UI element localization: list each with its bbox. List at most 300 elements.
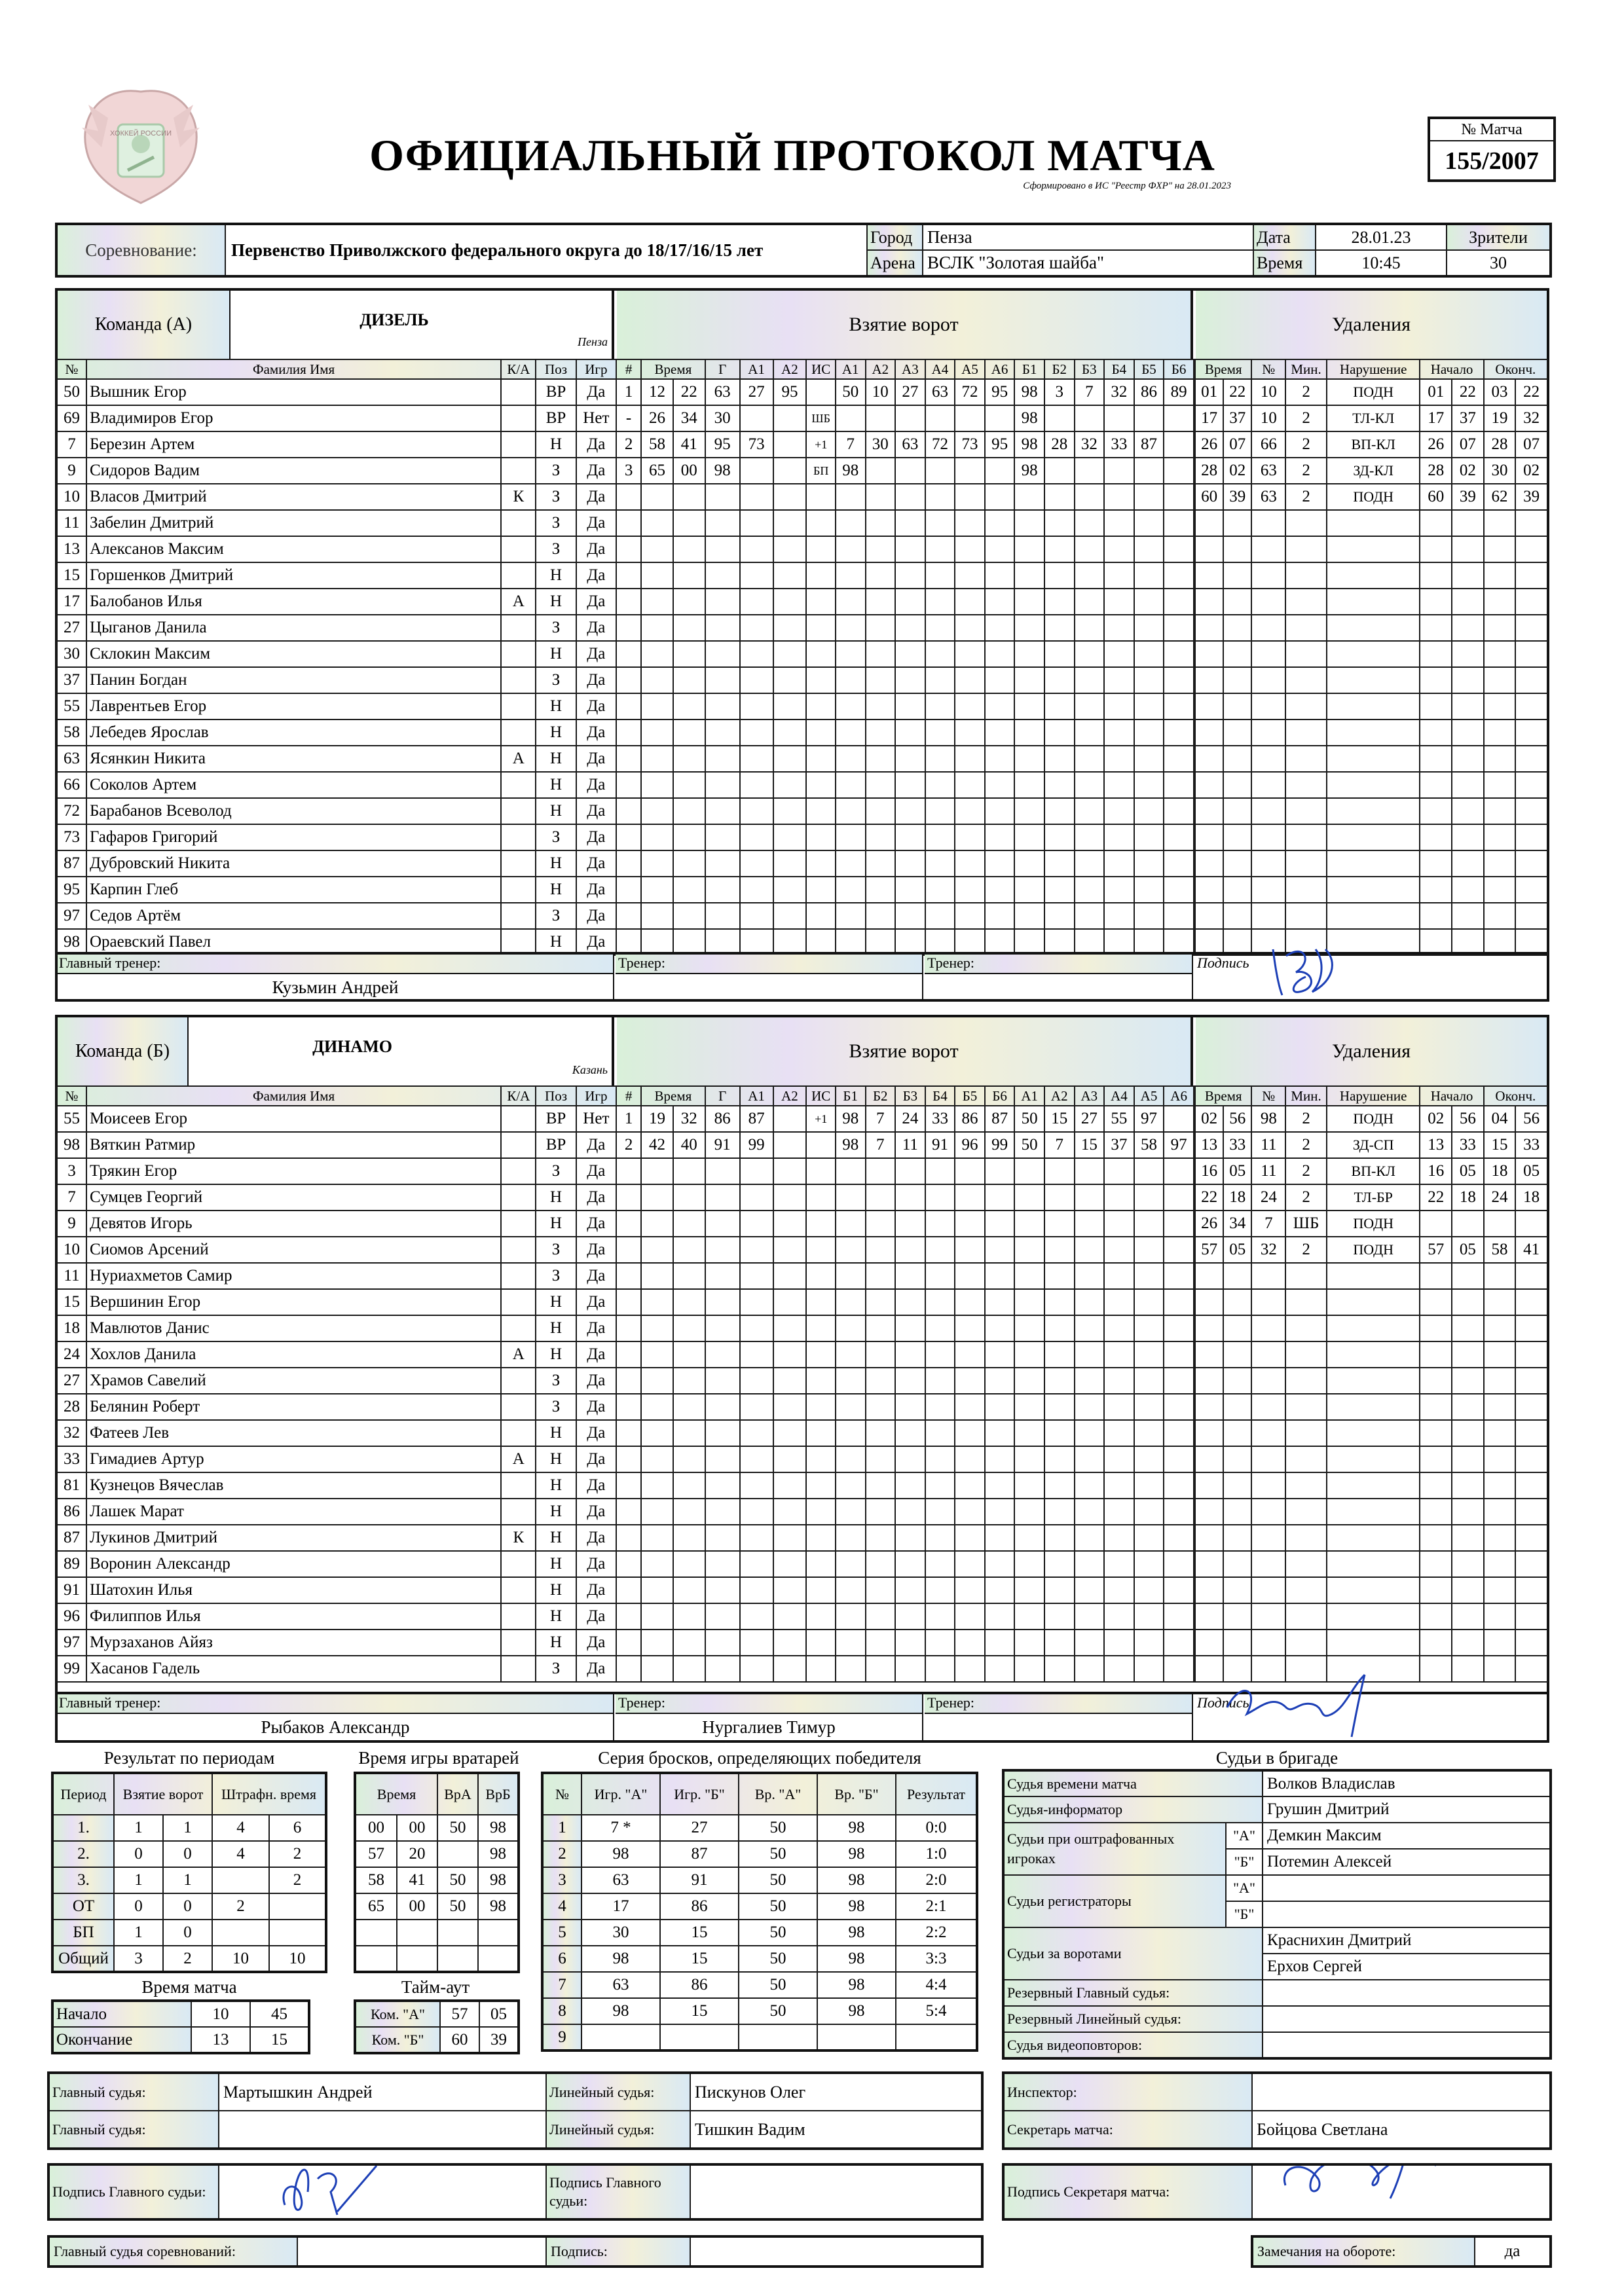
- penalty-row: [1195, 693, 1547, 720]
- goal-cell: [895, 1656, 925, 1682]
- penalty-cell: [1285, 720, 1327, 746]
- goalie-cell: [478, 1946, 519, 1972]
- goal-cell: [1075, 1394, 1105, 1420]
- goal-cell: [616, 929, 641, 955]
- team-b-coach-signature: [1221, 1668, 1391, 1740]
- goal-cell: [673, 1368, 705, 1394]
- penalty-cell: [1484, 1341, 1516, 1368]
- goal-cell: 73: [955, 431, 985, 458]
- penalty-cell: 57: [1420, 1237, 1452, 1263]
- goal-cell: 97: [1164, 1132, 1194, 1158]
- goal-cell: [1044, 720, 1075, 746]
- player-name: Сиомов Арсений: [86, 1237, 501, 1263]
- player-role: [501, 1472, 536, 1499]
- penalty-cell: [1515, 720, 1547, 746]
- penalty-cell: 17: [1420, 405, 1452, 431]
- goal-cell: [1075, 458, 1105, 484]
- goal-cell: [1044, 1368, 1075, 1394]
- penalty-cell: [1420, 1577, 1452, 1603]
- penalty-row: [1195, 589, 1547, 615]
- goal-cell: [1104, 1368, 1134, 1394]
- goal-cell: 27: [1075, 1106, 1105, 1132]
- goal-cell: [705, 824, 740, 850]
- penalty-cell: [1327, 1289, 1420, 1315]
- player-position: З: [536, 1368, 576, 1394]
- goal-cell: [836, 484, 866, 510]
- goal-cell: [740, 458, 773, 484]
- penalty-cell: [1195, 641, 1223, 667]
- period-value: 1: [163, 1815, 212, 1841]
- player-played: Да: [576, 1237, 616, 1263]
- goal-cell: [895, 877, 925, 903]
- shootout-cell: 17: [581, 1893, 660, 1920]
- goal-cell: [705, 1420, 740, 1446]
- goal-cell: [616, 824, 641, 850]
- competition-ref-table: [47, 2235, 984, 2268]
- player-number: 11: [57, 510, 86, 536]
- shootout-cell: [581, 2024, 660, 2050]
- goal-cell: [866, 1577, 896, 1603]
- penalty-cell: [1195, 1630, 1223, 1656]
- generated-note: Сформировано в ИС "Реестр ФХР" на 28.01.2023: [1023, 181, 1231, 191]
- penalty-cell: [1484, 1211, 1516, 1237]
- goal-cell: [866, 1446, 896, 1472]
- penalty-cell: [1285, 589, 1327, 615]
- goal-cell: 1: [616, 379, 641, 405]
- goal-row: [616, 1577, 1194, 1603]
- penalty-cell: [1327, 1420, 1420, 1446]
- player-name: Балобанов Илья: [86, 589, 501, 615]
- goal-cell: [925, 1525, 955, 1551]
- player-name: Сумцев Георгий: [86, 1184, 501, 1211]
- player-number: 32: [57, 1420, 86, 1446]
- goal-cell: [895, 903, 925, 929]
- goal-cell: [641, 562, 673, 589]
- player-played: Да: [576, 1315, 616, 1341]
- goal-cell: 50: [1014, 1106, 1044, 1132]
- goal-cell: [925, 772, 955, 798]
- penalty-cell: [1452, 641, 1484, 667]
- player-played: Да: [576, 1368, 616, 1394]
- penalty-cell: [1285, 1394, 1327, 1420]
- goal-cell: 7: [1044, 1132, 1075, 1158]
- goal-cell: [895, 824, 925, 850]
- penalty-cell: [1515, 1263, 1547, 1289]
- penalty-cell: 57: [1195, 1237, 1223, 1263]
- goal-cell: 33: [1104, 431, 1134, 458]
- goal-cell: [616, 536, 641, 562]
- penalty-cell: 37: [1452, 405, 1484, 431]
- goal-cell: [866, 824, 896, 850]
- goal-cell: [1014, 850, 1044, 877]
- penalty-row: [1195, 824, 1547, 850]
- penalty-cell: 16: [1195, 1158, 1223, 1184]
- goal-cell: [895, 1420, 925, 1446]
- goal-cell: [1014, 589, 1044, 615]
- penalty-cell: [1452, 667, 1484, 693]
- goal-cell: [866, 562, 896, 589]
- shootout-col: Вр. "А": [739, 1773, 817, 1815]
- penalty-cell: [1251, 1263, 1285, 1289]
- goal-cell: [773, 1420, 807, 1446]
- goal-cell: 91: [705, 1132, 740, 1158]
- goal-cell: [1134, 693, 1164, 720]
- goal-cell: [806, 1132, 836, 1158]
- goal-cell: [673, 1394, 705, 1420]
- shootout-cell: 1: [542, 1815, 581, 1841]
- goal-cell: [895, 720, 925, 746]
- col-ka: К/А: [501, 1086, 536, 1106]
- goal-cell: [616, 1551, 641, 1577]
- col-onice-own: А2: [866, 359, 896, 379]
- player-position: Н: [536, 720, 576, 746]
- player-row: [57, 772, 616, 798]
- goal-row: [616, 510, 1194, 536]
- goal-cell: [616, 850, 641, 877]
- team-b-coach2-cell: [925, 1694, 1193, 1743]
- penalty-cell: [1420, 562, 1452, 589]
- goal-cell: [1044, 1394, 1075, 1420]
- goal-cell: [955, 1394, 985, 1420]
- team-a-head-coach-cell: [58, 955, 614, 1002]
- period-value: 4: [212, 1841, 269, 1867]
- penalty-row: [1195, 1132, 1547, 1158]
- goal-cell: [1134, 1263, 1164, 1289]
- goal-cell: [740, 1184, 773, 1211]
- scorers-a-tag: "А": [1226, 1875, 1263, 1901]
- player-role: [501, 824, 536, 850]
- player-number: 15: [57, 562, 86, 589]
- penalty-cell: [1484, 1603, 1516, 1630]
- player-played: Да: [576, 510, 616, 536]
- goal-cell: [866, 1368, 896, 1394]
- player-row: [57, 693, 616, 720]
- player-position: Н: [536, 1211, 576, 1237]
- goal-cell: [836, 929, 866, 955]
- goal-cell: [985, 746, 1015, 772]
- goal-cell: [806, 1472, 836, 1499]
- goal-row: [616, 1630, 1194, 1656]
- goal-cell: [806, 903, 836, 929]
- goal-cell: [866, 1420, 896, 1446]
- penalty-cell: [1223, 1341, 1251, 1368]
- goal-row: [616, 1132, 1194, 1158]
- goal-cell: [866, 1263, 896, 1289]
- penalty-cell: 02: [1195, 1106, 1223, 1132]
- period-value: 10: [269, 1946, 326, 1972]
- goal-cell: [836, 1237, 866, 1263]
- player-name: Владимиров Егор: [86, 405, 501, 431]
- goal-cell: [616, 1184, 641, 1211]
- penalty-cell: [1223, 562, 1251, 589]
- col-no: №: [57, 359, 86, 379]
- shootout-cell: [896, 2024, 977, 2050]
- goal-cell: [1134, 458, 1164, 484]
- goal-cell: [985, 1472, 1015, 1499]
- player-role: [501, 1211, 536, 1237]
- player-name: Кузнецов Вячеслав: [86, 1472, 501, 1499]
- team-b-goals-sheet: [616, 1085, 1194, 1683]
- goals-header: [616, 359, 1194, 379]
- goal-cell: [1075, 1184, 1105, 1211]
- team-b-section: [55, 1015, 1549, 1743]
- goal-cell: [705, 1368, 740, 1394]
- player-number: 99: [57, 1656, 86, 1682]
- period-value: 1: [114, 1867, 163, 1893]
- goal-cell: [866, 693, 896, 720]
- period-value: 1: [114, 1815, 163, 1841]
- goal-cell: 10: [866, 379, 896, 405]
- penalty-cell: [1420, 720, 1452, 746]
- player-role: [501, 1499, 536, 1525]
- match-info: [55, 223, 1552, 278]
- player-number: 69: [57, 405, 86, 431]
- player-played: Да: [576, 1446, 616, 1472]
- sig-main2-label: Подпись Главного судьи:: [546, 2164, 690, 2219]
- penalty-cell: [1251, 1420, 1285, 1446]
- team-b-coach2-label: Тренер:: [925, 1694, 1192, 1714]
- goal-cell: [866, 1237, 896, 1263]
- penalty-cell: [1452, 1499, 1484, 1525]
- penalty-cell: [1251, 641, 1285, 667]
- goal-cell: [740, 903, 773, 929]
- comp-main-label: Главный судья соревнований:: [48, 2236, 297, 2267]
- goal-cell: [806, 1499, 836, 1525]
- goal-cell: [925, 1420, 955, 1446]
- penalty-cell: [1515, 667, 1547, 693]
- penalty-cell: [1223, 615, 1251, 641]
- goal-cell: [673, 1263, 705, 1289]
- goalie-cell: 98: [478, 1841, 519, 1867]
- penalty-cell: [1452, 850, 1484, 877]
- goal-cell: 98: [1014, 458, 1044, 484]
- penalty-cell: 39: [1452, 484, 1484, 510]
- goal-cell: [806, 536, 836, 562]
- goal-cell: [866, 484, 896, 510]
- goal-cell: [1134, 877, 1164, 903]
- goal-cell: [925, 1237, 955, 1263]
- goal-cell: [836, 1499, 866, 1525]
- match-time-table: [51, 1999, 310, 2054]
- goal-cell: 30: [705, 405, 740, 431]
- period-value: 2: [269, 1867, 326, 1893]
- goalie-cell: [355, 1946, 397, 1972]
- goal-cell: [740, 405, 773, 431]
- penalty-cell: 02: [1515, 458, 1547, 484]
- shootout-row: [542, 1920, 977, 1946]
- goal-cell: [1044, 1289, 1075, 1315]
- penalty-cell: 02: [1452, 458, 1484, 484]
- line-ref2-label: Линейный судья:: [546, 2111, 690, 2149]
- goal-cell: 1: [616, 1106, 641, 1132]
- goal-cell: [925, 1499, 955, 1525]
- penalty-cell: [1195, 1603, 1223, 1630]
- player-number: 30: [57, 641, 86, 667]
- goal-cell: [955, 929, 985, 955]
- penalty-cell: 05: [1452, 1237, 1484, 1263]
- goal-cell: [773, 641, 807, 667]
- goal-cell: [673, 1446, 705, 1472]
- goal-cell: [836, 903, 866, 929]
- col-goal-5: ИС: [806, 1086, 836, 1106]
- shootout-cell: 15: [660, 1998, 739, 2024]
- goal-cell: [1164, 589, 1194, 615]
- goal-cell: [616, 746, 641, 772]
- player-number: 96: [57, 1603, 86, 1630]
- penalty-cell: 07: [1515, 431, 1547, 458]
- goal-cell: [955, 1656, 985, 1682]
- goal-cell: [985, 1263, 1015, 1289]
- goal-cell: [925, 720, 955, 746]
- goal-cell: [806, 798, 836, 824]
- penalty-cell: [1420, 929, 1452, 955]
- goal-cell: [806, 510, 836, 536]
- goal-cell: [1014, 562, 1044, 589]
- goal-cell: [806, 1630, 836, 1656]
- shootout-cell: 3: [542, 1867, 581, 1893]
- goal-cell: [806, 693, 836, 720]
- goal-cell: [836, 746, 866, 772]
- goal-cell: [985, 903, 1015, 929]
- goal-cell: 98: [1014, 379, 1044, 405]
- goal-cell: [673, 1341, 705, 1368]
- penalty-row: [1195, 1158, 1547, 1184]
- player-played: Да: [576, 379, 616, 405]
- informer-label: Судья-информатор: [1003, 1796, 1263, 1823]
- penalty-cell: [1452, 720, 1484, 746]
- timeout-b-sec: 39: [479, 2027, 519, 2053]
- shootout-col: Вр. "Б": [817, 1773, 896, 1815]
- goalie-cell: 00: [355, 1815, 397, 1841]
- time-label: Время: [1253, 250, 1316, 276]
- shootout-row: [542, 1815, 977, 1841]
- goal-cell: [925, 1263, 955, 1289]
- penalty-cell: [1251, 667, 1285, 693]
- penalty-cell: [1515, 589, 1547, 615]
- penalty-cell: [1515, 772, 1547, 798]
- goal-cell: [1104, 1289, 1134, 1315]
- goal-row: [616, 1446, 1194, 1472]
- goal-cell: [1104, 1499, 1134, 1525]
- goal-cell: [673, 746, 705, 772]
- player-played: Да: [576, 1263, 616, 1289]
- col-goal-3: А1: [740, 1086, 773, 1106]
- goal-cell: [673, 1420, 705, 1446]
- goal-cell: 97: [1134, 1106, 1164, 1132]
- penalty-cell: [1285, 1525, 1327, 1551]
- goal-cell: [806, 1341, 836, 1368]
- player-name: Вяткин Ратмир: [86, 1132, 501, 1158]
- team-a-name: ДИЗЕЛЬ: [360, 310, 429, 329]
- goal-cell: [925, 929, 955, 955]
- col-pen-no: №: [1251, 1086, 1285, 1106]
- penalty-cell: [1223, 667, 1251, 693]
- pen-header: [1195, 1086, 1547, 1106]
- col-onice-own: Б3: [895, 1086, 925, 1106]
- goal-cell: [806, 824, 836, 850]
- goal-cell: [773, 877, 807, 903]
- goal-cell: [616, 1446, 641, 1472]
- player-position: ВР: [536, 1106, 576, 1132]
- goal-cell: [705, 1158, 740, 1184]
- player-position: Н: [536, 798, 576, 824]
- goal-cell: [1134, 1551, 1164, 1577]
- player-row: [57, 1630, 616, 1656]
- match-start-h: 10: [191, 2001, 250, 2027]
- goal-cell: [740, 667, 773, 693]
- goal-cell: [985, 1158, 1015, 1184]
- goalies-col-a: ВрА: [437, 1773, 478, 1815]
- goal-cell: [641, 1211, 673, 1237]
- scorers-b-tag: "Б": [1226, 1901, 1263, 1927]
- goal-cell: [806, 1603, 836, 1630]
- goal-cell: [1104, 1158, 1134, 1184]
- goal-cell: [616, 1341, 641, 1368]
- player-number: 87: [57, 1525, 86, 1551]
- shootout-cell: 50: [739, 1867, 817, 1893]
- goal-cell: [773, 1499, 807, 1525]
- goal-cell: [866, 720, 896, 746]
- col-onice-own: Б4: [925, 1086, 955, 1106]
- goal-cell: [955, 1368, 985, 1394]
- goal-cell: [616, 562, 641, 589]
- goal-cell: [1134, 1184, 1164, 1211]
- penalty-cell: [1195, 1341, 1223, 1368]
- goal-cell: [773, 562, 807, 589]
- team-b-pen-title: Удаления: [1196, 1017, 1547, 1085]
- penalty-cell: [1484, 746, 1516, 772]
- goal-cell: [1134, 667, 1164, 693]
- col-onice-own: А4: [925, 359, 955, 379]
- col-goal-no: #: [616, 1086, 641, 1106]
- player-name: Вершинин Егор: [86, 1289, 501, 1315]
- player-row: [57, 1420, 616, 1446]
- penalty-cell: 2: [1285, 1106, 1327, 1132]
- player-played: Да: [576, 1499, 616, 1525]
- goal-cell: [925, 1289, 955, 1315]
- goal-cell: [985, 1446, 1015, 1472]
- penalty-cell: [1515, 1315, 1547, 1341]
- goal-row: [616, 1525, 1194, 1551]
- goal-cell: [1164, 615, 1194, 641]
- goal-row: [616, 536, 1194, 562]
- shootout-cell: 8: [542, 1998, 581, 2024]
- penalty-cell: [1420, 798, 1452, 824]
- col-pen-infraction: Нарушение: [1327, 359, 1420, 379]
- goal-cell: [773, 615, 807, 641]
- goal-cell: [673, 929, 705, 955]
- player-played: Да: [576, 1472, 616, 1499]
- goal-cell: [925, 1603, 955, 1630]
- penalty-cell: [1515, 1446, 1547, 1472]
- goal-cell: [895, 746, 925, 772]
- goal-cell: [836, 536, 866, 562]
- player-name: Цыганов Данила: [86, 615, 501, 641]
- goal-cell: [773, 1289, 807, 1315]
- goal-cell: [1104, 1263, 1134, 1289]
- penalty-cell: 2: [1285, 484, 1327, 510]
- goal-cell: [866, 1603, 896, 1630]
- penalty-row: [1195, 1446, 1547, 1472]
- goal-cell: [1134, 562, 1164, 589]
- penalty-cell: [1452, 1341, 1484, 1368]
- goal-cell: [806, 929, 836, 955]
- player-number: 87: [57, 850, 86, 877]
- col-goal-2: Г: [705, 1086, 740, 1106]
- penalty-cell: [1515, 746, 1547, 772]
- goal-cell: 37: [1104, 1132, 1134, 1158]
- match-start-label: Начало: [52, 2001, 191, 2027]
